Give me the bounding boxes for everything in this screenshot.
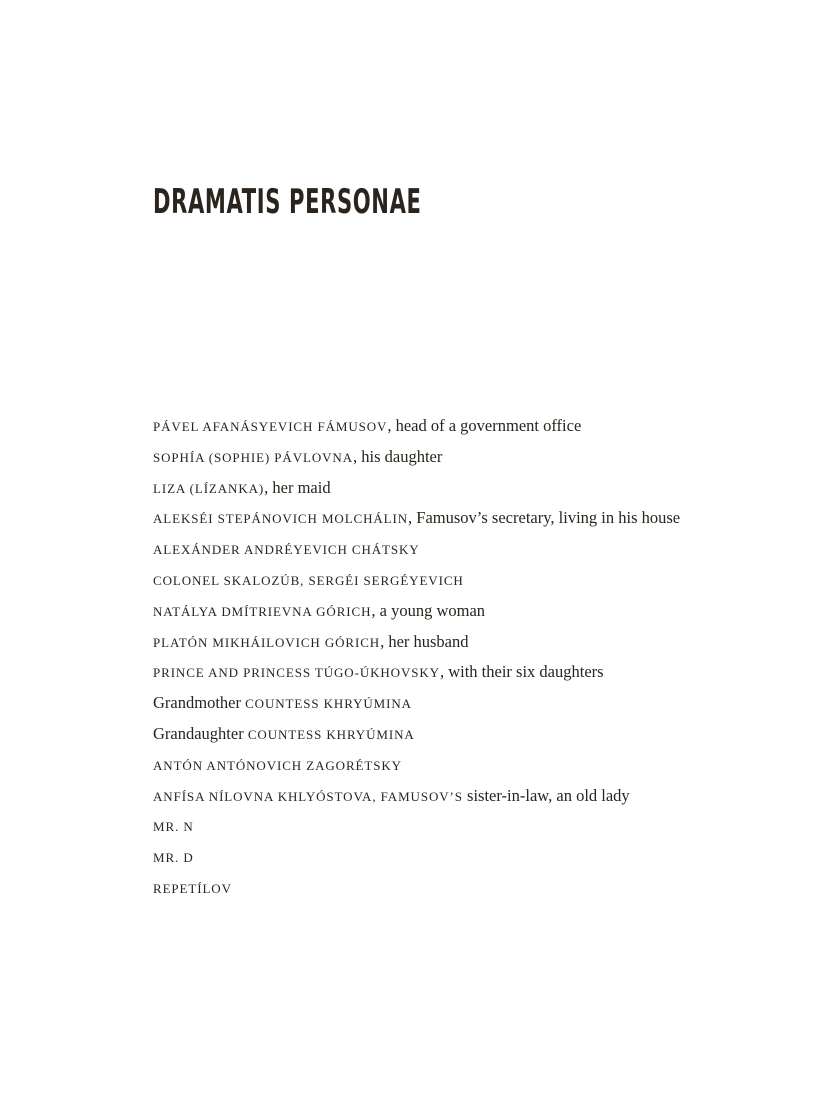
character-description: , a young woman <box>371 600 486 620</box>
character-description: , her husband <box>380 631 469 651</box>
character-name: MR. N <box>153 819 194 835</box>
cast-entry-mr-d <box>153 842 713 873</box>
character-prefix: Grandaughter <box>153 723 248 743</box>
character-name: SOPHÍA (SOPHIE) PÁVLOVNA <box>153 449 354 465</box>
cast-entry-grandmother-khryumina <box>153 688 713 719</box>
cast-entry-tugo-ukhovsky <box>153 657 713 688</box>
character-description: sister-in-law, an old lady <box>462 785 630 805</box>
character-name: ALEKSÉI STEPÁNOVICH MOLCHÁLIN <box>153 511 409 527</box>
character-name: NATÁLYA DMÍTRIEVNA GÓRICH <box>153 603 372 619</box>
character-description: , with their six daughters <box>439 662 604 682</box>
character-description: , her maid <box>264 477 331 497</box>
character-name: COLONEL SKALOZÚB, SERGÉI SERGÉYEVICH <box>153 572 464 588</box>
cast-entry-sophia <box>153 442 713 473</box>
character-name: COUNTESS KHRYÚMINA <box>247 726 415 742</box>
character-name: ALEXÁNDER ANDRÉYEVICH CHÁTSKY <box>153 542 420 558</box>
character-name: PRINCE AND PRINCESS TÚGO-ÚKHOVSKY <box>153 665 440 681</box>
cast-list <box>153 411 713 904</box>
cast-entry-liza <box>153 473 713 504</box>
cast-entry-granddaughter-khryumina <box>153 719 713 750</box>
cast-entry-repetilov <box>153 873 713 904</box>
cast-entry-natalya <box>153 596 713 627</box>
character-name: PLATÓN MIKHÁILOVICH GÓRICH <box>153 634 381 650</box>
cast-entry-molchalin <box>153 503 713 534</box>
cast-entry-famusov <box>153 411 713 442</box>
character-name: ANTÓN ANTÓNOVICH ZAGORÉTSKY <box>153 757 402 773</box>
cast-entry-chatsky <box>153 534 713 565</box>
cast-entry-skalozub <box>153 565 713 596</box>
cast-entry-khlyostova <box>153 781 713 812</box>
page-title: DRAMATIS PERSONAE <box>153 182 422 222</box>
character-name: REPETÍLOV <box>153 880 232 896</box>
character-description: , Famusov’s secretary, living in his house <box>408 508 681 528</box>
character-name: ANFÍSA NÍLOVNA KHLYÓSTOVA, FAMUSOV’S <box>153 788 463 804</box>
cast-entry-zagoretsky <box>153 750 713 781</box>
cast-entry-platon <box>153 627 713 658</box>
character-name: LIZA (LÍZANKA) <box>153 480 265 496</box>
character-name: MR. D <box>153 850 194 866</box>
character-name: PÁVEL AFANÁSYEVICH FÁMUSOV <box>153 419 388 434</box>
cast-entry-mr-n <box>153 811 713 842</box>
character-name: COUNTESS KHRYÚMINA <box>245 696 412 712</box>
character-description: , his daughter <box>353 446 443 466</box>
character-description: , head of a government office <box>387 416 582 435</box>
character-prefix: Grandmother <box>153 693 246 713</box>
